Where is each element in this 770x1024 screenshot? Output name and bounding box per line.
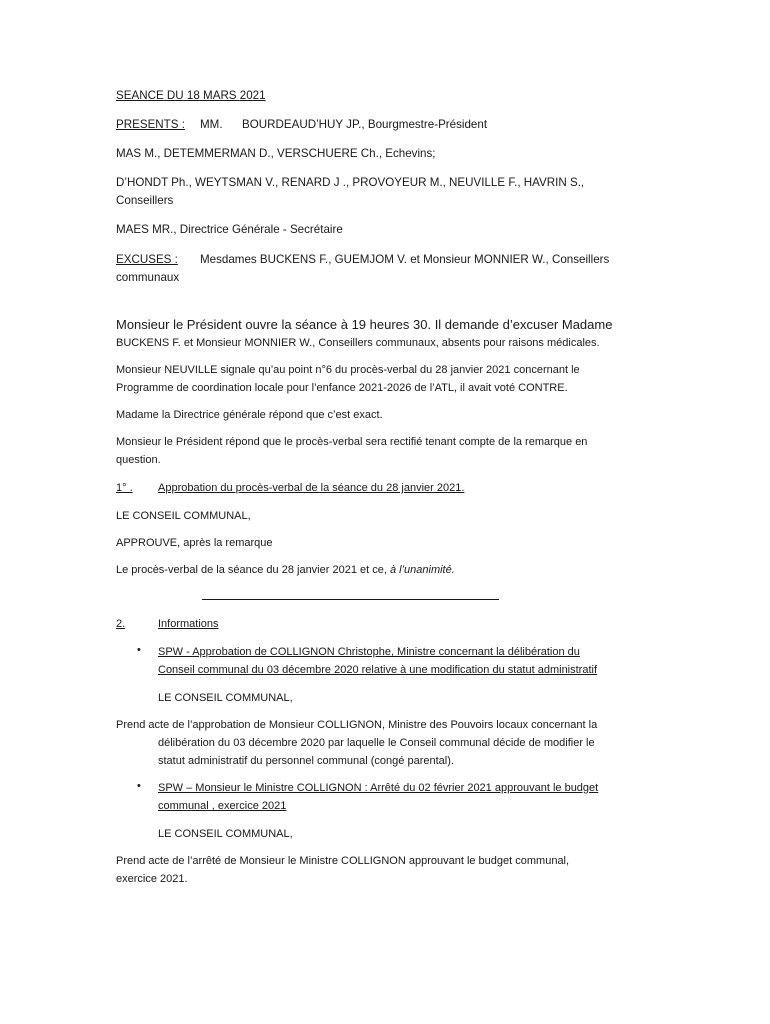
point1-decision-text: Le procès-verbal de la séance du 28 janvier 2021 et ce, bbox=[116, 564, 387, 576]
excuses-line-2: communaux bbox=[116, 271, 180, 284]
session-title-word: DU bbox=[166, 89, 184, 102]
bullet-icon: • bbox=[137, 780, 141, 792]
president-name: BOURDEAUD’HUY JP., Bourgmestre-Président bbox=[242, 118, 488, 131]
intro-p3: Madame la Directrice générale répond que c’est exact. bbox=[116, 409, 383, 421]
point1-decision bbox=[116, 561, 455, 579]
session-title-word: 18 bbox=[186, 89, 200, 102]
item1-conseil: LE CONSEIL COMMUNAL, bbox=[158, 692, 293, 704]
point2-title: Informations bbox=[158, 618, 219, 630]
item1-text-line-2: délibération du 03 décembre 2020 par laquelle le Conseil communal décide de modifier le bbox=[158, 737, 595, 749]
item2-text-line-2: exercice 2021. bbox=[116, 873, 188, 885]
point2-number: 2. bbox=[116, 618, 126, 630]
session-title bbox=[116, 87, 266, 105]
item2-text-line-1: Prend acte de l’arrêté de Monsieur le Ministre COLLIGNON approuvant le budget communal, bbox=[116, 855, 570, 867]
session-title-word: SEANCE bbox=[116, 89, 164, 102]
item2-conseil: LE CONSEIL COMMUNAL, bbox=[158, 828, 293, 840]
excuses-line-1: Mesdames BUCKENS F., GUEMJOM V. et Monsieur MONNIER W., Conseillers bbox=[200, 253, 610, 266]
item2-title-line-1: SPW – Monsieur le Ministre COLLIGNON : Arrêté du 02 février 2021 approuvant le budget bbox=[158, 782, 599, 794]
presents-label: PRESENTS : bbox=[116, 118, 185, 131]
intro-p2-line-2: Programme de coordination locale pour l’enfance 2021-2026 de l’ATL, il avait voté CONTRE. bbox=[116, 382, 568, 394]
item1-text-line-3: statut administratif du personnel communal (congé parental). bbox=[158, 755, 454, 767]
conseillers-line-2: Conseillers bbox=[116, 194, 174, 207]
item1-title-line-1: SPW - Approbation de COLLIGNON Christophe, Ministre concernant la délibération du bbox=[158, 646, 580, 658]
point1-decision-unanimity: à l’unanimité. bbox=[389, 564, 455, 576]
intro-p2-line-1: Monsieur NEUVILLE signale qu’au point n°6 du procès-verbal du 28 janvier 2021 concernant le bbox=[116, 364, 580, 376]
session-title-word: MARS bbox=[203, 89, 237, 102]
intro-p4-line-2: question. bbox=[116, 454, 161, 466]
point1-title: Approbation du procès-verbal de la séance du 28 janvier 2021. bbox=[158, 482, 465, 494]
separator-line bbox=[202, 599, 499, 600]
session-title-word: 2021 bbox=[239, 89, 266, 102]
excuses-label: EXCUSES : bbox=[116, 253, 178, 266]
intro-p1-line-2: BUCKENS F. et Monsieur MONNIER W., Conseillers communaux, absents pour raisons médicales. bbox=[116, 337, 600, 349]
bullet-icon: • bbox=[137, 644, 141, 656]
item1-title-line-2: Conseil communal du 03 décembre 2020 relative à une modification du statut administratif bbox=[158, 664, 598, 676]
intro-p4-line-1: Monsieur le Président répond que le procès-verbal sera rectifié tenant compte de la remarque en bbox=[116, 436, 588, 448]
echevins-line: MAS M., DETEMMERMAN D., VERSCHUERE Ch., Echevins; bbox=[116, 147, 436, 160]
item1-text-line-1: Prend acte de l’approbation de Monsieur COLLIGNON, Ministre des Pouvoirs locaux concernant la bbox=[116, 719, 598, 731]
directrice-line: MAES MR., Directrice Générale - Secrétaire bbox=[116, 223, 343, 236]
intro-p1-line-1: Monsieur le Président ouvre la séance à 19 heures 30. Il demande d’excuser Madame bbox=[116, 317, 613, 332]
point1-number: 1° . bbox=[116, 482, 133, 494]
presents-mm: MM. bbox=[200, 118, 223, 131]
item2-title-line-2: communal , exercice 2021 bbox=[158, 800, 287, 812]
point1-conseil: LE CONSEIL COMMUNAL, bbox=[116, 510, 251, 522]
point1-approuve: APPROUVE, après la remarque bbox=[116, 537, 273, 549]
conseillers-line-1: D’HONDT Ph., WEYTSMAN V., RENARD J ., PROVOYEUR M., NEUVILLE F., HAVRIN S., bbox=[116, 176, 585, 189]
